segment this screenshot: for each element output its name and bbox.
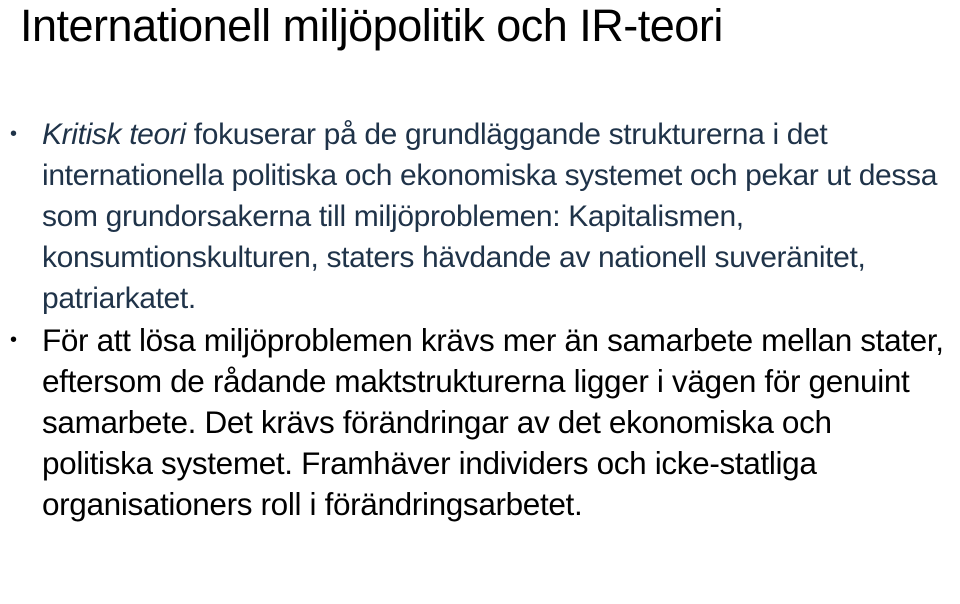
bullet-text: fokuserar på de grundläggande strukturerna i det internationella politiska och ekonomiska systemet och pekar ut dessa som grundorsakerna till miljöproblemen: Kapitalismen, konsumtionskulturen, staters hävdande av nationell suveränitet, patriarkatet. — [42, 118, 938, 315]
bullet-dot-icon: • — [10, 123, 17, 145]
bullet-dot-icon: • — [10, 329, 17, 351]
bullet-emphasis: Kritisk teori — [42, 118, 186, 151]
slide-title: Internationell miljöpolitik och IR-teori — [20, 0, 723, 51]
bullet-list — [0, 114, 960, 525]
bullet-critical-theory — [0, 114, 947, 319]
bullet-text: För att lösa miljöproblemen krävs mer än samarbete mellan stater, eftersom de rådande maktstrukturerna ligger i vägen för genuint samarbete. Det krävs förändringar av det ekonomiska och politiska systemet. Framhäver individers och icke-statliga organisationers roll i förändringsarbetet. — [42, 322, 944, 522]
bullet-solutions — [0, 320, 947, 525]
